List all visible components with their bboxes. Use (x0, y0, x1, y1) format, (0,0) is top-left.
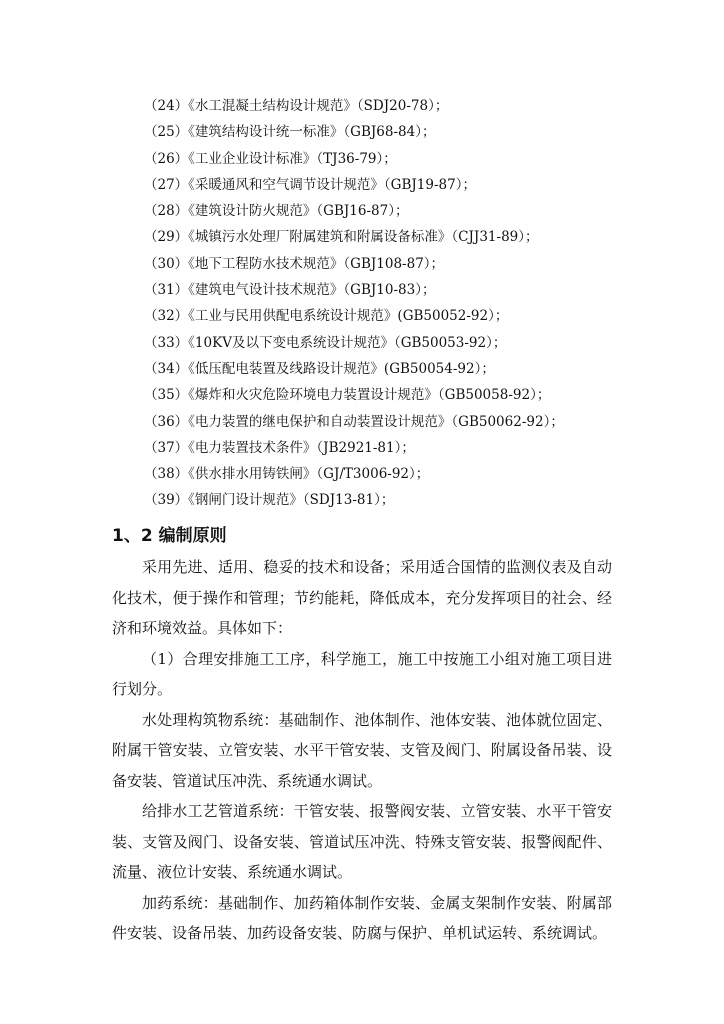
reference-list (144, 93, 684, 514)
reference-item: （34）《低压配电装置及线路设计规范》(GB50054-92）； (144, 360, 495, 377)
paragraph-water-treatment: 水处理构筑物系统：基础制作、池体制作、池体安装、池体就位固定、附属干管安装、立管安装、水平干管安装、支管及阀门、附属设备吊装、设备安装、管道试压冲洗、系统通水调试。 (112, 710, 612, 790)
paragraph-intro: 采用先进、适用、稳妥的技术和设备；采用适合国情的监测仪表及自动化技术，便于操作和管理；节约能耗，降低成本，充分发挥项目的社会、经济和环境效益。具体如下： (112, 558, 612, 637)
reference-item: （32）《工业与民用供配电系统设计规范》(GB50052-92）； (144, 308, 509, 325)
paragraph-pipeline: 给排水工艺管道系统：干管安装、报警阀安装、立管安装、水平干管安装、支管及阀门、设备安装、管道试压冲洗、特殊支管安装、报警阀配件、流量、液位计安装、系统通水调试。 (112, 802, 612, 881)
reference-item: （38）《供水排水用铸铁闸》（GJ/T3006-92）； (144, 466, 430, 483)
reference-item: （30）《地下工程防水技术规范》（GBJ108-87）； (144, 255, 445, 272)
section-heading: 1、2 编制原则 (112, 526, 227, 546)
paragraph-item-1: （1）合理安排施工工序，科学施工，施工中按施工小组对施工项目进行划分。 (112, 649, 612, 698)
reference-item: （35）《爆炸和火灾危险环境电力装置设计规范》（GB50058-92）； (144, 387, 551, 404)
reference-item: （25）《建筑结构设计统一标准》（GBJ68-84）； (144, 124, 436, 141)
reference-item: （27）《采暖通风和空气调节设计规范》（GBJ19-87）； (144, 176, 476, 193)
section-body (112, 552, 612, 949)
reference-item: （36）《电力装置的继电保护和自动装置设计规范》（GB50062-92）； (144, 413, 564, 430)
reference-item: （39）《钢闸门设计规范》（SDJ13-81）； (144, 492, 395, 509)
reference-item: （31）《建筑电气设计技术规范》（GBJ10-83）； (144, 282, 436, 299)
paragraph-dosing: 加药系统：基础制作、加药箱体制作安装、金属支架制作安装、附属部件安装、设备吊装、加药设备安装、防腐与保护、单机试运转、系统调试。 (112, 893, 612, 942)
reference-item: （33）《10KV及以下变电系统设计规范》（GB50053-92）； (144, 334, 507, 351)
reference-item: （26）《工业企业设计标准》（TJ36-79）； (144, 150, 397, 167)
reference-item: （37）《电力装置技术条件》（JB2921-81）； (144, 439, 415, 456)
reference-item: （29）《城镇污水处理厂附属建筑和附属设备标准》（CJJ31-89）； (144, 229, 539, 246)
reference-item: （28）《建筑设计防火规范》（GBJ16-87）； (144, 203, 409, 220)
reference-item: （24）《水工混凝土结构设计规范》（SDJ20-78）； (144, 98, 449, 114)
